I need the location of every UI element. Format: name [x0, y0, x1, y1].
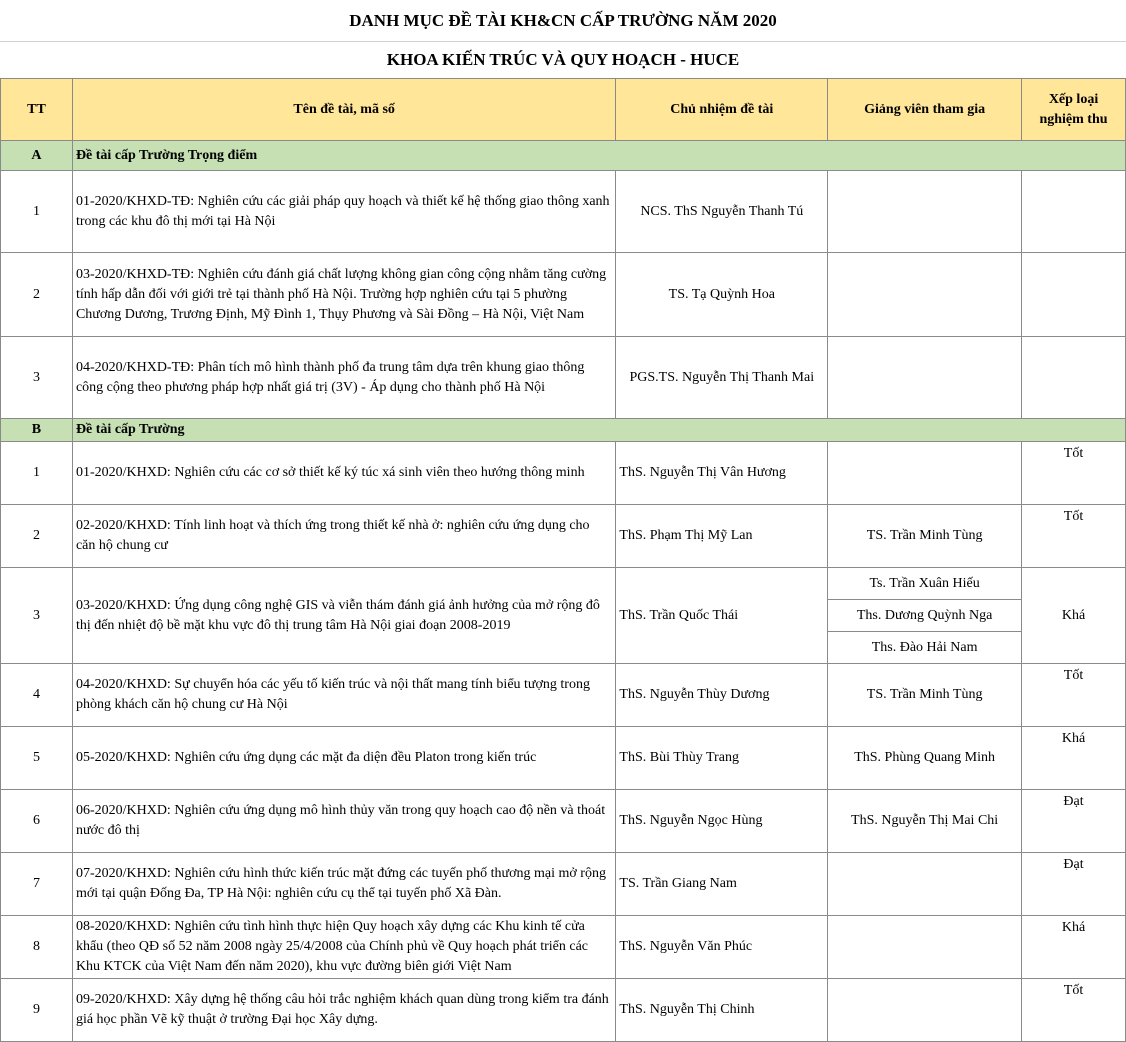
- grade: Tốt: [1022, 505, 1126, 568]
- topic-name: 09-2020/KHXD: Xây dựng hệ thống câu hỏi trắc nghiệm khách quan dùng trong kiểm tra đánh giá học phần Vẽ kỹ thuật ở trường Đại học Xây dựng.: [72, 979, 615, 1042]
- principal-investigator: NCS. ThS Nguyễn Thanh Tú: [616, 171, 828, 253]
- row-number: 2: [1, 253, 73, 337]
- members: ThS. Nguyễn Thị Mai Chi: [828, 790, 1022, 853]
- table-row: [1, 979, 1126, 1042]
- table-header-row: [1, 79, 1126, 141]
- table-row: [1, 253, 1126, 337]
- topic-name: 01-2020/KHXD-TĐ: Nghiên cứu các giải pháp quy hoạch và thiết kế hệ thống giao thông xanh trong các khu đô thị mới tại Hà Nội: [72, 171, 615, 253]
- members: ThS. Phùng Quang Minh: [828, 727, 1022, 790]
- topic-name: 04-2020/KHXD: Sự chuyển hóa các yếu tố kiến trúc và nội thất mang tính biểu tượng trong phòng khách căn hộ chung cư Hà Nội: [72, 664, 615, 727]
- member-3: Ths. Đào Hải Nam: [828, 632, 1022, 664]
- header-tt: TT: [1, 79, 73, 141]
- members: TS. Trần Minh Tùng: [828, 505, 1022, 568]
- grade: Khá: [1022, 727, 1126, 790]
- row-number: 6: [1, 790, 73, 853]
- table-row: [1, 442, 1126, 505]
- row-number: 8: [1, 916, 73, 979]
- row-number: 1: [1, 171, 73, 253]
- members: [828, 853, 1022, 916]
- principal-investigator: ThS. Nguyễn Văn Phúc: [616, 916, 828, 979]
- members: [828, 979, 1022, 1042]
- member-1: Ts. Trần Xuân Hiếu: [828, 568, 1022, 600]
- table-row: [1, 337, 1126, 419]
- document-title: DANH MỤC ĐỀ TÀI KH&CN CẤP TRƯỜNG NĂM 2020: [0, 0, 1126, 42]
- document-subtitle: KHOA KIẾN TRÚC VÀ QUY HOẠCH - HUCE: [0, 41, 1126, 79]
- topic-name: 02-2020/KHXD: Tính linh hoạt và thích ứng trong thiết kế nhà ở: nghiên cứu ứng dụng cho căn hộ chung cư: [72, 505, 615, 568]
- topic-name: 06-2020/KHXD: Nghiên cứu ứng dụng mô hình thủy văn trong quy hoạch cao độ nền và thoát nước đô thị: [72, 790, 615, 853]
- table-row: [1, 916, 1126, 979]
- row-number: 7: [1, 853, 73, 916]
- topic-name: 03-2020/KHXD: Ứng dụng công nghệ GIS và viễn thám đánh giá ảnh hưởng của mở rộng đô thị đến nhiệt độ bề mặt khu vực đô thị trung tâm Hà Nội giai đoạn 2008-2019: [72, 568, 615, 664]
- grade: [1022, 253, 1126, 337]
- row-number: 9: [1, 979, 73, 1042]
- topic-name: 01-2020/KHXD: Nghiên cứu các cơ sở thiết kế ký túc xá sinh viên theo hướng thông minh: [72, 442, 615, 505]
- header-members: Giảng viên tham gia: [828, 79, 1022, 141]
- members: [828, 171, 1022, 253]
- header-name: Tên đề tài, mã số: [72, 79, 615, 141]
- row-number: 1: [1, 442, 73, 505]
- topic-name: 03-2020/KHXD-TĐ: Nghiên cứu đánh giá chất lượng không gian công cộng nhằm tăng cường tính hấp dẫn đối với giới trẻ tại thành phố Hà Nội. Trường hợp nghiên cứu tại 5 phường Chương Dương, Trương Định, Mỹ Đình 1, Thụy Phương và Sài Đồng – Hà Nội, Việt Nam: [72, 253, 615, 337]
- members: TS. Trần Minh Tùng: [828, 664, 1022, 727]
- topics-table: [0, 78, 1126, 1042]
- row-number: 3: [1, 568, 73, 664]
- topic-name: 04-2020/KHXD-TĐ: Phân tích mô hình thành phố đa trung tâm dựa trên khung giao thông công cộng theo phương pháp hợp nhất giá trị (3V) - Áp dụng cho thành phố Hà Nội: [72, 337, 615, 419]
- section-title: Đề tài cấp Trường Trọng điểm: [72, 141, 1125, 171]
- principal-investigator: ThS. Bùi Thùy Trang: [616, 727, 828, 790]
- row-number: 4: [1, 664, 73, 727]
- header-grade: Xếp loại nghiệm thu: [1022, 79, 1126, 141]
- grade: [1022, 337, 1126, 419]
- grade: Đạt: [1022, 790, 1126, 853]
- member-2: Ths. Dương Quỳnh Nga: [828, 600, 1022, 632]
- table-row: [1, 853, 1126, 916]
- topic-name: 08-2020/KHXD: Nghiên cứu tình hình thực hiện Quy hoạch xây dựng các Khu kinh tế cửa khẩu (theo QĐ số 52 năm 2008 ngày 25/4/2008 của Chính phủ về Quy hoạch phát triển các Khu KTCK của Việt Nam đến năm 2020), khu vực đường biên giới Việt Nam: [72, 916, 615, 979]
- members: [828, 337, 1022, 419]
- row-number: 3: [1, 337, 73, 419]
- principal-investigator: PGS.TS. Nguyễn Thị Thanh Mai: [616, 337, 828, 419]
- section-row-b: [1, 419, 1126, 442]
- principal-investigator: ThS. Nguyễn Thùy Dương: [616, 664, 828, 727]
- members: [828, 916, 1022, 979]
- section-code: B: [1, 419, 73, 442]
- principal-investigator: ThS. Nguyễn Thị Chinh: [616, 979, 828, 1042]
- topic-name: 05-2020/KHXD: Nghiên cứu ứng dụng các mặt đa diện đều Platon trong kiến trúc: [72, 727, 615, 790]
- topic-name: 07-2020/KHXD: Nghiên cứu hình thức kiến trúc mặt đứng các tuyến phố thương mại mở rộng mới tại quận Đống Đa, TP Hà Nội: nghiên cứu cụ thể tại tuyến phố Xã Đàn.: [72, 853, 615, 916]
- members: [828, 442, 1022, 505]
- header-pi: Chủ nhiệm đề tài: [616, 79, 828, 141]
- section-code: A: [1, 141, 73, 171]
- table-row: [1, 568, 1126, 600]
- row-number: 5: [1, 727, 73, 790]
- grade: Đạt: [1022, 853, 1126, 916]
- table-row: [1, 505, 1126, 568]
- principal-investigator: TS. Tạ Quỳnh Hoa: [616, 253, 828, 337]
- grade: Khá: [1022, 568, 1126, 664]
- principal-investigator: TS. Trần Giang Nam: [616, 853, 828, 916]
- members: [828, 253, 1022, 337]
- grade: Khá: [1022, 916, 1126, 979]
- section-row-a: [1, 141, 1126, 171]
- table-row: [1, 790, 1126, 853]
- principal-investigator: ThS. Nguyễn Ngọc Hùng: [616, 790, 828, 853]
- principal-investigator: ThS. Nguyễn Thị Vân Hương: [616, 442, 828, 505]
- grade: Tốt: [1022, 442, 1126, 505]
- section-title: Đề tài cấp Trường: [72, 419, 1125, 442]
- table-row: [1, 664, 1126, 727]
- principal-investigator: ThS. Trần Quốc Thái: [616, 568, 828, 664]
- grade: Tốt: [1022, 979, 1126, 1042]
- grade: Tốt: [1022, 664, 1126, 727]
- grade: [1022, 171, 1126, 253]
- principal-investigator: ThS. Phạm Thị Mỹ Lan: [616, 505, 828, 568]
- table-row: [1, 171, 1126, 253]
- row-number: 2: [1, 505, 73, 568]
- table-row: [1, 727, 1126, 790]
